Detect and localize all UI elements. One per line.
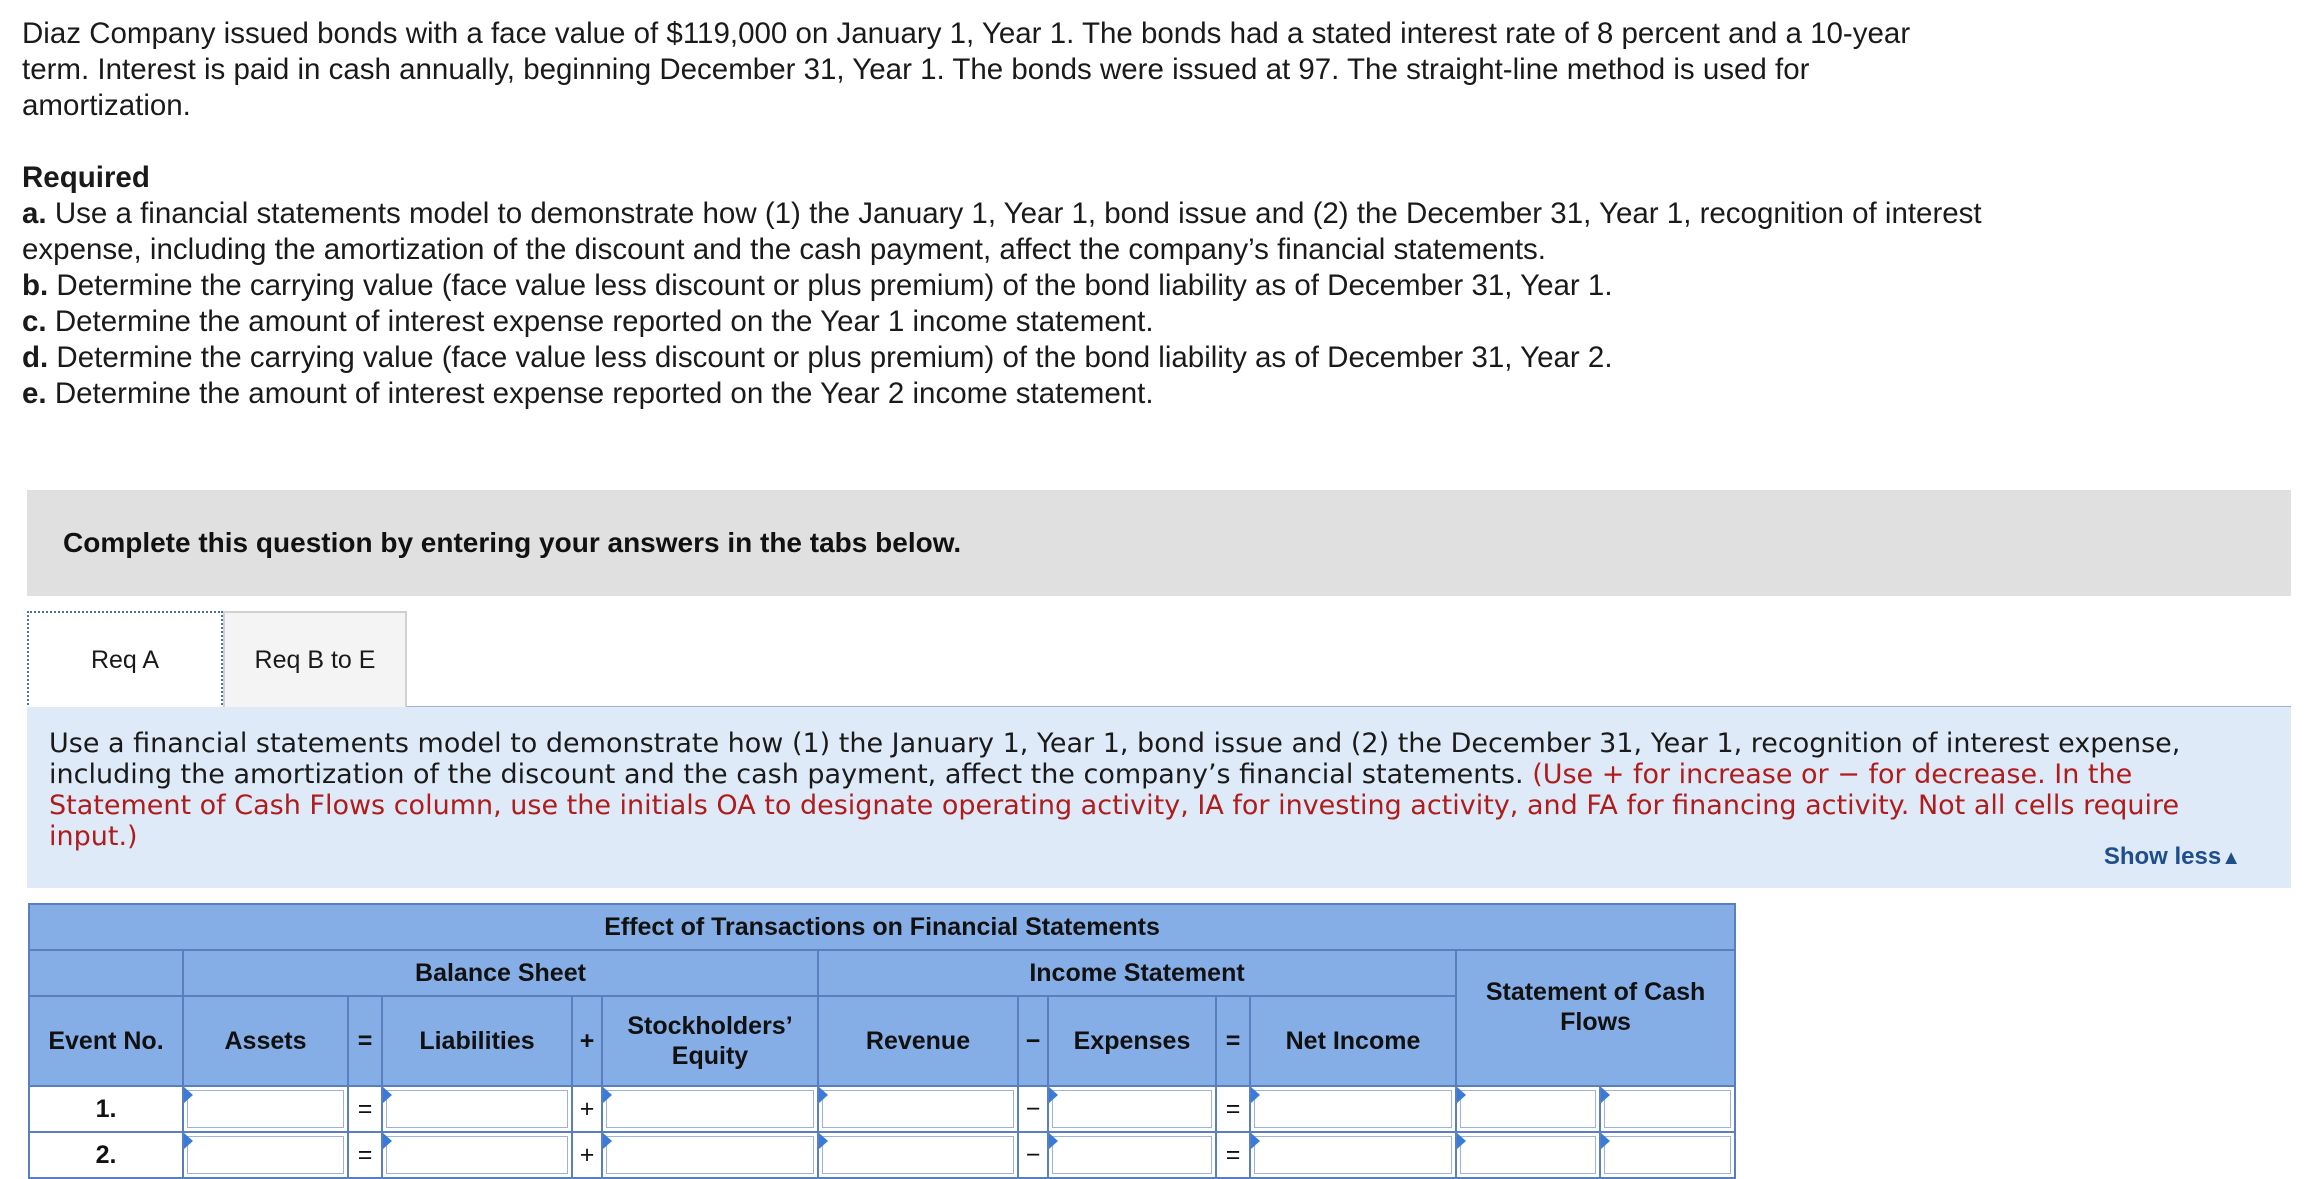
required-heading: Required (22, 161, 150, 194)
table-row (29, 1132, 1735, 1178)
plus-header: + (572, 996, 602, 1086)
instruction-main: Use a financial statements model to demonstrate how (1) the January 1, Year 1, bond issue and (2) the December 31, Year 1, recognition of interest expense, including the amortization of the discount and the cash payment, affect the company’s financial statements. (49, 728, 2181, 790)
equity-input[interactable] (606, 1136, 814, 1174)
cash-flow-amount-input[interactable] (1460, 1090, 1596, 1128)
cash-flow-activity-cell (1600, 1086, 1735, 1132)
net-income-input[interactable] (1254, 1090, 1452, 1128)
show-less-label: Show less (2103, 843, 2222, 870)
cash-flow-activity-input[interactable] (1604, 1090, 1731, 1128)
minus-sign: − (1018, 1132, 1048, 1178)
event-no-header: Event No. (29, 996, 183, 1086)
revenue-input[interactable] (822, 1090, 1014, 1128)
equals-sign-2: = (1216, 1086, 1250, 1132)
net-income-input-cell (1250, 1132, 1456, 1178)
revenue-input-cell (818, 1132, 1018, 1178)
stockholders-equity-header: Stockholders’ Equity (602, 996, 818, 1086)
revenue-header: Revenue (818, 996, 1018, 1086)
plus-sign: + (572, 1086, 602, 1132)
cash-flow-amount-cell (1456, 1086, 1600, 1132)
cash-flow-amount-input[interactable] (1460, 1136, 1596, 1174)
requirement-a: a. Use a financial statements model to demonstrate how (1) the January 1, Year 1, bond issue and (2) the December 31, Year 1, recognition of interest expense, including the amortization of the discount and the cash payment, affect the company’s financial statements. (22, 197, 1982, 266)
expenses-input-cell (1048, 1132, 1216, 1178)
liabilities-input-cell (382, 1086, 572, 1132)
liabilities-input[interactable] (386, 1090, 568, 1128)
equals-sign: = (348, 1086, 382, 1132)
minus-header: − (1018, 996, 1048, 1086)
assets-header: Assets (183, 996, 348, 1086)
assets-input[interactable] (187, 1090, 344, 1128)
liabilities-input[interactable] (386, 1136, 568, 1174)
triangle-up-icon: ▲ (2221, 847, 2241, 869)
expenses-header: Expenses (1048, 996, 1216, 1086)
tab-req-a[interactable]: Req A (27, 611, 223, 709)
balance-sheet-header: Balance Sheet (183, 950, 818, 996)
show-less-link[interactable] (2104, 841, 2241, 874)
expenses-input-cell (1048, 1086, 1216, 1132)
tab-bar (27, 611, 2291, 707)
financial-statements-model-table (28, 903, 1736, 1179)
requirement-d: d. Determine the carrying value (face value less discount or plus premium) of the bond liability as of December 31, Year 2. (22, 341, 1613, 374)
requirement-b: b. Determine the carrying value (face value less discount or plus premium) of the bond liability as of December 31, Year 1. (22, 269, 1613, 302)
instruction-note: (Use + for increase or − for decrease. In the Statement of Cash Flows column, use the initials OA to designate operating activity, IA for investing activity, and FA for financing activity. Not all cells require input.) (49, 759, 2180, 852)
equals-header: = (348, 996, 382, 1086)
tab-instructions (27, 707, 2291, 888)
revenue-input[interactable] (822, 1136, 1014, 1174)
equals-header-2: = (1216, 996, 1250, 1086)
event-no-cell: 2. (29, 1132, 183, 1178)
liabilities-input-cell (382, 1132, 572, 1178)
plus-sign: + (572, 1132, 602, 1178)
expenses-input[interactable] (1052, 1090, 1212, 1128)
problem-statement (22, 16, 1982, 412)
assets-input-cell (183, 1086, 348, 1132)
equals-sign-2: = (1216, 1132, 1250, 1178)
cash-flow-activity-input[interactable] (1604, 1136, 1731, 1174)
revenue-input-cell (818, 1086, 1018, 1132)
event-header-spacer (29, 950, 183, 996)
equity-input[interactable] (606, 1090, 814, 1128)
table-title: Effect of Transactions on Financial Statements (29, 904, 1735, 950)
income-statement-header: Income Statement (818, 950, 1456, 996)
net-income-header: Net Income (1250, 996, 1456, 1086)
equals-sign: = (348, 1132, 382, 1178)
equity-input-cell (602, 1132, 818, 1178)
event-no-cell: 1. (29, 1086, 183, 1132)
requirement-e: e. Determine the amount of interest expense reported on the Year 2 income statement. (22, 377, 1154, 410)
minus-sign: − (1018, 1086, 1048, 1132)
net-income-input-cell (1250, 1086, 1456, 1132)
table-row (29, 1086, 1735, 1132)
cash-flow-activity-cell (1600, 1132, 1735, 1178)
requirement-c: c. Determine the amount of interest expense reported on the Year 1 income statement. (22, 305, 1154, 338)
liabilities-header: Liabilities (382, 996, 572, 1086)
instructions-banner: Complete this question by entering your answers in the tabs below. (27, 490, 2291, 596)
tab-req-b-to-e[interactable]: Req B to E (223, 611, 407, 707)
net-income-input[interactable] (1254, 1136, 1452, 1174)
cash-flow-amount-cell (1456, 1132, 1600, 1178)
problem-intro: Diaz Company issued bonds with a face value of $119,000 on January 1, Year 1. The bonds had a stated interest rate of 8 percent and a 10-year term. Interest is paid in cash annually, beginning December 31, Year 1. The bonds were issued at 97. The straight-line method is used for amortization. (22, 17, 1911, 122)
assets-input-cell (183, 1132, 348, 1178)
cash-flows-header: Statement of Cash Flows (1456, 950, 1735, 1086)
expenses-input[interactable] (1052, 1136, 1212, 1174)
assets-input[interactable] (187, 1136, 344, 1174)
equity-input-cell (602, 1086, 818, 1132)
